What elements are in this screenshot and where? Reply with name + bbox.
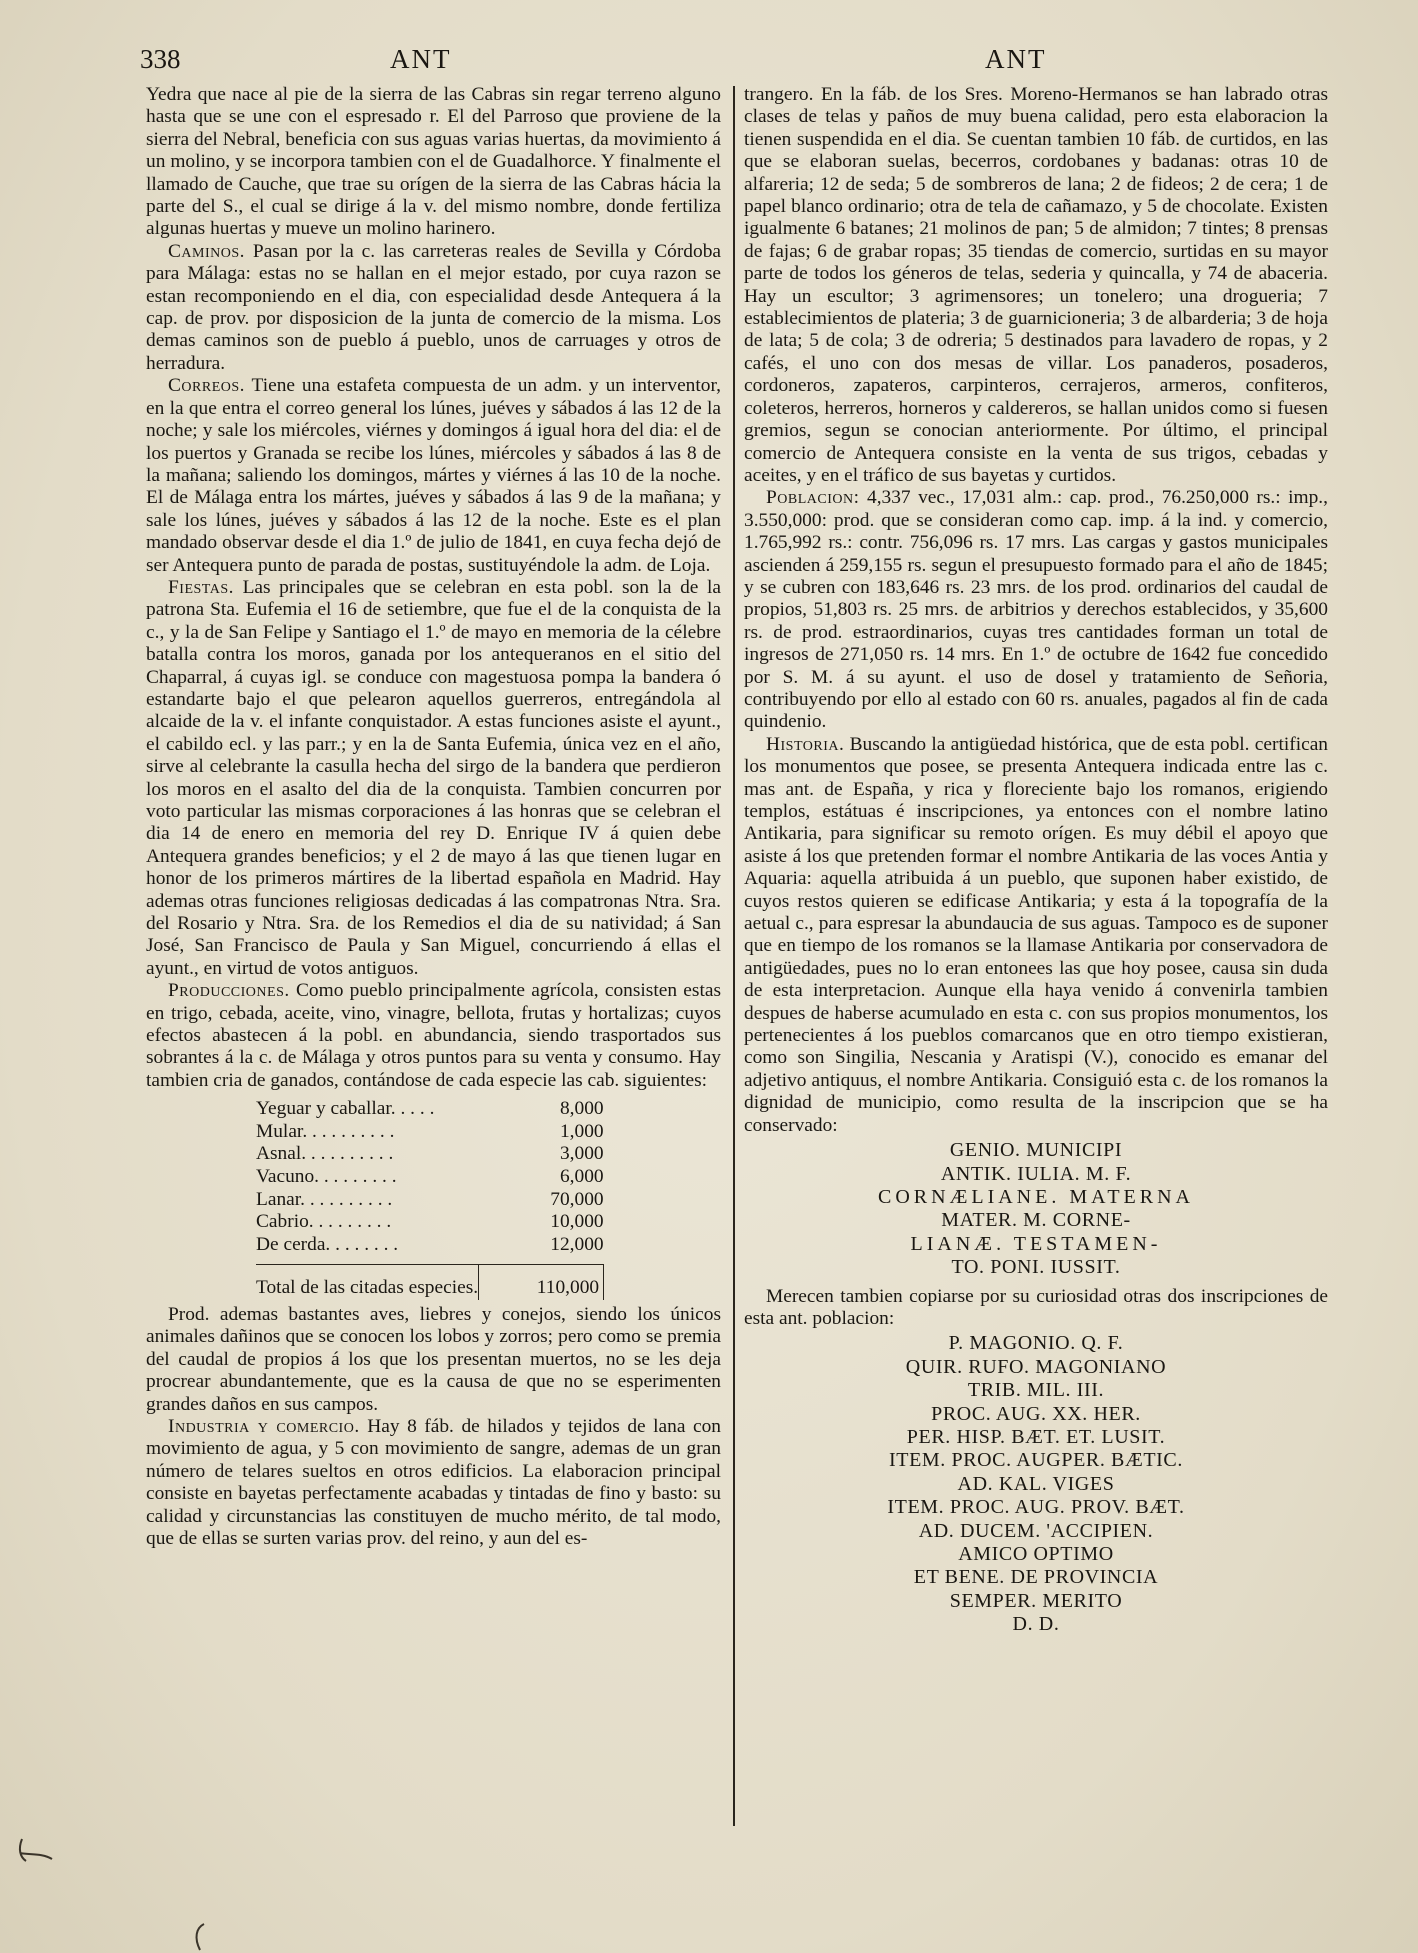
correos-heading: Correos.	[168, 375, 246, 397]
table-row	[256, 1143, 604, 1166]
industria-text: Hay 8 fáb. de hilados y tejidos de lana con movimiento de agua, y 5 con movimiento de sangre, ademas de un gran número de telares sueltos en otros edificios. La elaboracion principal consiste en bayetas perfectamente acabadas y tintadas de fino y basto: su calidad y circunstancias las constituyen de mucho mérito, de tal modo, que de ellas se surten varias prov. del reino, y aun del es-	[146, 1416, 721, 1550]
caminos-text: Pasan por la c. las carreteras reales de Sevilla y Córdoba para Málaga: estas no se hallan en el mejor estado, por cuya razon se estan recomponiendo en el dia, con especialidad desde Antequera á la cap. de prov. por disposicion de la junta de comercio de la misma. Los demas caminos son de pueblo á pueblo, unos de carruages y otros de herradura.	[146, 240, 721, 374]
inscription-line: QUIR. RUFO. MAGONIANO	[905, 1355, 1167, 1378]
fiestas-paragraph	[146, 577, 721, 980]
inscription-line: D. D.	[1012, 1613, 1060, 1636]
poblacion-heading: Poblacion:	[766, 487, 860, 509]
table-row	[256, 1121, 604, 1144]
correos-text: Tiene una estafeta compuesta de un adm. y un interventor, en la que entra el correo general los lúnes, juéves y sábados á las 12 de la noche; y sale los miércoles, viérnes y domingos á igual hora del dia: el de los puertos y Granada se recibe los lúnes, miércoles y sábados á las 8 de la mañana; saliendo los domingos, mártes y viérnes á las 10 de la noche. El de Málaga entra los mártes, juéves y sábados á las 9 de la mañana; y sale los lúnes, juéves y sábados á las 12 de la noche. Este es el plan mandado observar desde el dia 1.º de julio de 1841, en cuya fecha dejó de ser Antequera punto de parada de postas, sustituyéndole la adm. de Loja.	[146, 375, 721, 576]
inscription-line: ANTIK. IULIA. M. F.	[940, 1162, 1132, 1185]
inscription-line: AMICO OPTIMO	[958, 1543, 1114, 1565]
inscription-line: TO. PONI. IUSSIT.	[951, 1256, 1121, 1279]
livestock-label: Vacuno. . . . . . . . .	[256, 1166, 397, 1188]
merecen-paragraph: Merecen tambien copiarse por su curiosidad otras dos inscripciones de esta ant. poblacion:	[744, 1285, 1328, 1329]
column-divider	[733, 86, 735, 1826]
inscription-line: PER. HISP. BÆT. ET. LUSIT.	[906, 1425, 1166, 1448]
inscription-line: SEMPER. MERITO	[949, 1589, 1123, 1612]
caminos-heading: Caminos.	[168, 240, 246, 262]
livestock-value: 1,000	[559, 1120, 604, 1142]
producciones-heading: Producciones.	[168, 980, 290, 1002]
livestock-table	[256, 1098, 604, 1300]
table-row	[256, 1098, 604, 1121]
historia-heading: Historia.	[766, 733, 845, 755]
inscription-line: TRIB. MIL. III.	[967, 1379, 1105, 1402]
livestock-label: Asnal. . . . . . . . . .	[256, 1143, 394, 1165]
fiestas-heading: Fiestas.	[168, 576, 234, 598]
poblacion-paragraph	[744, 487, 1328, 733]
historia-paragraph	[744, 734, 1328, 1137]
industria-paragraph	[146, 1416, 721, 1550]
poblacion-text: 4,337 vec., 17,031 alm.: cap. prod., 76.250,000 rs.: imp., 3.550,000: prod. que se consideran como cap. imp. á la ind. y comercio, 1.765,992 rs.: contr. 756,096 rs. 17 mrs. Las cargas y gastos municipales ascienden á 259,155 rs. segun el presupuesto formado para el año de 1845; y se cubren con 183,646 rs. 23 mrs. de los prod. ordinarios del caudal de propios, 51,803 rs. 25 mrs. de arbitrios y derechos establecidos, y 35,600 rs. de prod. estraordinarios, cuyas tres cantidades forman un total de ingresos de 271,050 rs. 14 mrs. En 1.º de octubre de 1642 fue concedido por S. M. á su ayunt. el uso de dosel y tratamiento de Señoria, contribuyendo por ello al estado con 60 rs. anuales, pagados al fin de cada quindenio.	[744, 487, 1328, 733]
livestock-value: 8,000	[559, 1098, 604, 1120]
rivers-paragraph: Yedra que nace al pie de la sierra de las Cabras sin regar terreno alguno hasta que se une con el espresado r. El del Parroso que proviene de la sierra del Nebral, beneficia con sus aguas varias huertas, da movimiento á un molino, y se incorpora tambien con el de Guadalhorce. Y finalmente el llamado de Cauche, que trae su orígen de la sierra de las Cabras hácia la parte del S., el cual se dirige á la v. del mismo nombre, donde fertiliza algunas huertas y mueve un molino harinero.	[146, 84, 721, 240]
inscription-line: P. MAGONIO. Q. F.	[948, 1332, 1124, 1355]
caminos-paragraph	[146, 241, 721, 375]
livestock-value: 10,000	[550, 1211, 604, 1233]
page-header	[140, 44, 1320, 84]
inscription-line: MATER. M. CORNE-	[941, 1209, 1131, 1232]
table-row	[256, 1211, 604, 1234]
livestock-value: 12,000	[550, 1233, 604, 1255]
inscription-line: PROC. AUG. XX. HER.	[931, 1402, 1141, 1425]
fiestas-text: Las principales que se celebran en esta pobl. son la de la patrona Sta. Eufemia el 16 de setiembre, que fue el de la conquista de la c., y la de San Felipe y Santiago el 1.º de mayo en memoria de la célebre batalla contra los moros, ganada por los antequeranos en el sitio del Chaparral, á cuyas igl. se conduce con magestuosa pompa la bandera ó estandarte bajo el que pelearon aquellos guerreros, entregándola al alcaide de la v. el infante conquistador. A estas funciones asiste el ayunt., el cabildo ecl. y las parr.; y en la de Santa Eufemia, única vez en el año, sirve al celebrante la casulla hecha del sirgo de la bandera que perdieron los moros en el asalto del dia de la conquista. Tambien concurren por voto particular las mismas corporaciones á las honras que se celebran el dia 14 de enero en memoria del rey D. Enrique IV á quien debe Antequera grandes beneficios; y el 2 de mayo á las que tienen lugar en honor de los primeros mártires de la libertad española en Madrid. Hay ademas otras funciones religiosas dedicadas á las compatronas Ntra. Sra. del Rosario y Ntra. Sra. de los Remedios el dia de su natividad; á San José, San Francisco de Paula y San Miguel, concurriendo á ellas el ayunt., en virtud de votos antiguos.	[146, 576, 721, 979]
running-head-right: ANT	[985, 44, 1047, 74]
livestock-total-label: Total de las citadas especies.	[256, 1277, 479, 1299]
livestock-label: Cabrio. . . . . . . . .	[256, 1211, 392, 1233]
livestock-value: 6,000	[559, 1166, 604, 1188]
industria-continuation: trangero. En la fáb. de los Sres. Moreno-Hermanos se han labrado otras clases de telas y paños de muy buena calidad, pero esta elaboracion la tienen suspendida en el dia. Se cuentan tambien 10 fáb. de curtidos, en las que se elaboran suelas, becerros, cordobanes y badanas: otras 10 de alfareria; 12 de seda; 5 de sombreros de lana; 2 de fideos; 2 de cera; 1 de papel blanco ordinario; otra de tela de cañamazo, y 5 de chocolate. Existen igualmente 6 batanes; 21 molinos de pan; 5 de almidon; 7 tintes; 8 prensas de fajas; 6 de grabar ropas; 35 tiendas de comercio, surtidas en su mayor parte de todos los géneros de telas, sederia y quincalla, y 74 de abaceria. Hay un escultor; 3 agrimensores; un tonelero; una drogueria; 7 establecimientos de plateria; 3 de guarnicioneria; 3 de albarderia; 3 de hoja de lata; 5 de cola; 3 de odreria; 5 destinados para lavadero de ropas, y 2 cafés, el uno con dos mesas de villar. Los panaderos, posaderos, cordoneros, zapateros, carpinteros, cerrajeros, armeros, confiteros, coleteros, herreros, horneros y caldereros, se hallan unidos como si fuesen gremios, segun se conocian anteriormente. Por último, el principal comercio de Antequera consiste en la venta de sus trigos, cebadas y aceites, y en el tráfico de sus bayetas y curtidos.	[744, 84, 1328, 486]
table-row	[256, 1189, 604, 1212]
table-total-row	[256, 1265, 604, 1300]
producciones-text: Como pueblo principalmente agrícola, consisten estas en trigo, cebada, aceite, vino, vinagre, bellota, frutas y hortalizas; cuyos efectos abastecen á la pobl. en abundancia, siendo trasportados sus sobrantes á la c. de Málaga y otros puntos para su venta y consumo. Hay tambien cria de ganados, contándose de cada especie las cab. siguientes:	[146, 980, 721, 1091]
producciones-paragraph	[146, 980, 721, 1092]
running-head-left: ANT	[390, 44, 452, 74]
livestock-value: 3,000	[559, 1143, 604, 1165]
livestock-label: Yeguar y caballar. . . . .	[256, 1098, 435, 1120]
correos-paragraph	[146, 375, 721, 577]
inscription-line: ET BENE. DE PROVINCIA	[913, 1566, 1159, 1589]
prod-extra-paragraph: Prod. ademas bastantes aves, liebres y conejos, siendo los únicos animales dañinos que se conocen los lobos y zorros; pero como se premia del caudal de propios á los que los presentan muertos, no se les deja procrear abundantemente, que es la causa de que no se esperimenten grandes daños en sus campos.	[146, 1304, 721, 1415]
inscription-line: GENIO. MUNICIPI	[949, 1139, 1123, 1162]
inscription-magonio	[744, 1332, 1328, 1636]
right-column	[744, 84, 1328, 1643]
livestock-label: Mular. . . . . . . . . .	[256, 1120, 395, 1142]
pencil-mark	[190, 1922, 210, 1952]
inscription-line: LIANÆ. TESTAMEN-	[910, 1232, 1162, 1255]
left-column	[146, 84, 721, 1551]
inscription-line: ITEM. PROC. AUG. PROV. BÆT.	[887, 1496, 1185, 1519]
pencil-mark	[16, 1835, 56, 1865]
historia-text: Buscando la antigüedad histórica, que de esta pobl. certifican los monumentos que posee, se presenta Antequera indicada entre las c. mas ant. de España, y rica y floreciente bajo los romanos, erigiendo templos, estátuas é inscripciones, ya entonces con el nombre latino Antikaria, para significar su remoto orígen. Es muy débil el apoyo que asiste á los que pretenden formar el nombre Antikaria de las voces Antia y Aquaria: aquella atribuida á un pueblo, que suponen haber existido, de cuyos restos quieren se edificase Antikaria; y esta á la topografía de la aetual c., para espresar la abundaucia de sus aguas. Tampoco es de suponer que en tiempo de los romanos se la llamase Antikaria por conservadora de antigüedades, pues no lo eran entonees las que hoy posee, causa sin duda de esta interpretacion. Aunque ella haya venido á convenirla tambien despues de haberse acumulado en esta c. con sus propios monumentos, los pertenecientes á los pueblos comarcanos que en otro tiempo existieran, como son Singilia, Nescania y Aratispi (V.), conocido es emanar del adjetivo antiquus, el nombre Antikaria. Consiguió esta c. de los romanos la dignidad de municipio, como resulta de la inscripcion que se ha conservado:	[744, 733, 1328, 1136]
livestock-label: Lanar. . . . . . . . . .	[256, 1188, 393, 1210]
inscription-line: CORNÆLIANE. MATERNA	[878, 1185, 1194, 1208]
industria-heading: Industria y comercio.	[168, 1416, 360, 1438]
inscription-line: ITEM. PROC. AUGPER. BÆTIC.	[889, 1449, 1183, 1472]
inscription-line: AD. KAL. VIGES	[957, 1472, 1115, 1495]
table-rule	[256, 1256, 604, 1265]
page-number: 338	[140, 44, 181, 74]
inscription-line: AD. DUCEM. 'ACCIPIEN.	[918, 1519, 1154, 1542]
table-row	[256, 1166, 604, 1189]
table-row	[256, 1234, 604, 1257]
livestock-label: De cerda. . . . . . . .	[256, 1233, 399, 1255]
livestock-value: 70,000	[550, 1188, 604, 1210]
inscription-municipi	[744, 1139, 1328, 1279]
livestock-total-value: 110,000	[479, 1265, 604, 1300]
